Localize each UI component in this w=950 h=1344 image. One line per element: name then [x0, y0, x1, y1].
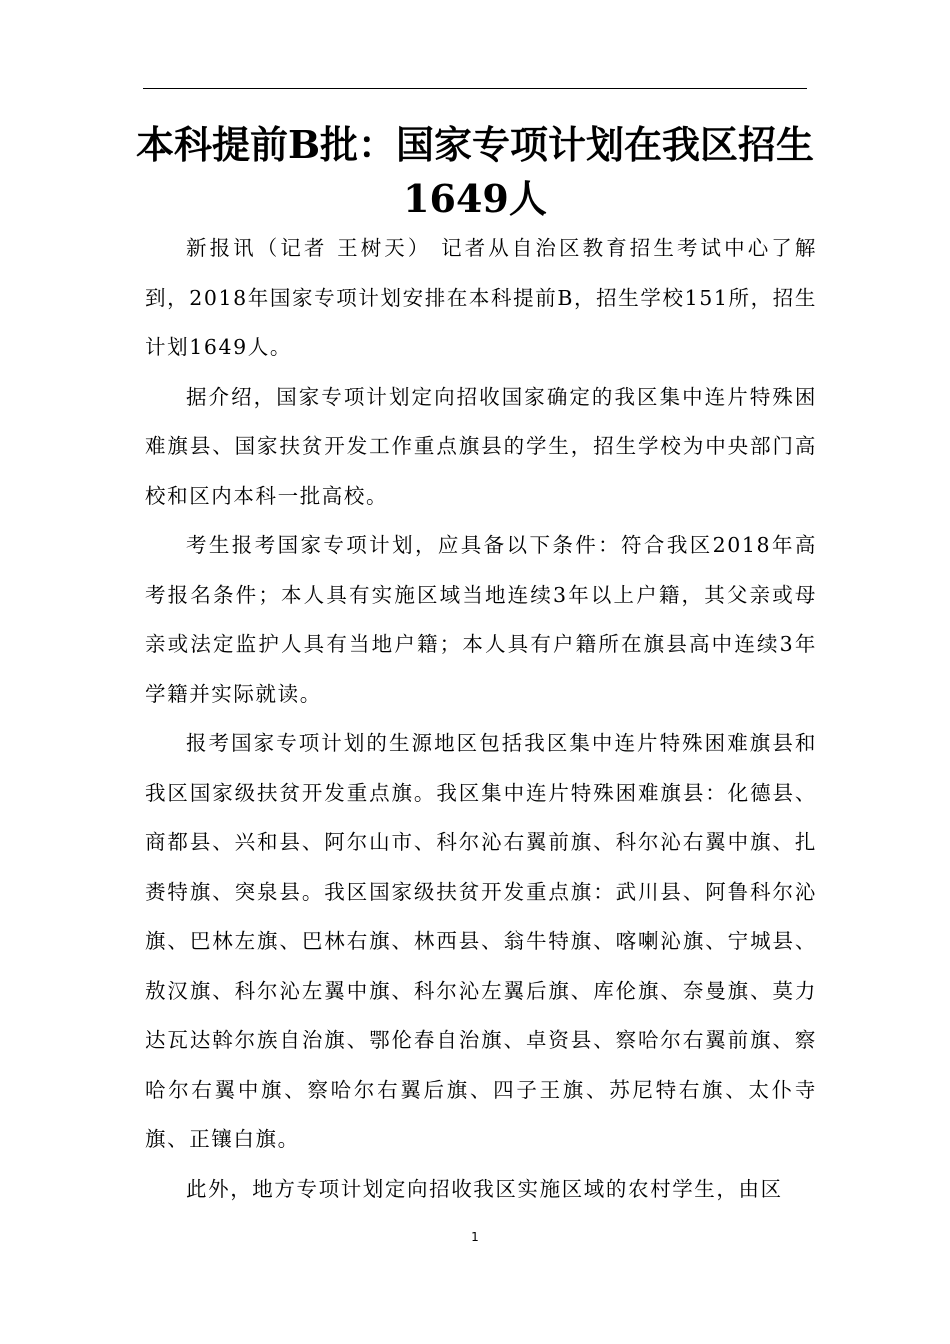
- paragraph-2: 据介绍，国家专项计划定向招收国家确定的我区集中连片特殊困难旗县、国家扶贫开发工作重点旗县的学生，招生学校为中央部门高校和区内本科一批高校。: [145, 384, 817, 508]
- paragraph-3: 考生报考国家专项计划，应具备以下条件：符合我区2018年高考报名条件；本人具有实施区域当地连续3年以上户籍，其父亲或母亲或法定监护人具有当地户籍；本人具有户籍所在旗县高中连续3年学籍并实际就读。: [145, 533, 817, 706]
- article-title: [120, 118, 830, 226]
- title-line-1: 本科提前B批：国家专项计划在我区招生: [135, 122, 815, 167]
- paragraph-5: 此外，地方专项计划定向招收我区实施区域的农村学生，由区: [186, 1176, 783, 1201]
- article-body: [145, 224, 817, 1214]
- header-rule: [143, 88, 807, 89]
- paragraph-1: 新报讯（记者 王树天） 记者从自治区教育招生考试中心了解到，2018年国家专项计划安排在本科提前B，招生学校151所，招生计划1649人。: [145, 236, 817, 359]
- paragraph-4: 报考国家专项计划的生源地区包括我区集中连片特殊困难旗县和我区国家级扶贫开发重点旗。我区集中连片特殊困难旗县：化德县、商都县、兴和县、阿尔山市、科尔沁右翼前旗、科尔沁右翼中旗、扎赉特旗、突泉县。我区国家级扶贫开发重点旗：武川县、阿鲁科尔沁旗、巴林左旗、巴林右旗、林西县、翁牛特旗、喀喇沁旗、宁城县、敖汉旗、科尔沁左翼中旗、科尔沁左翼后旗、库伦旗、奈曼旗、莫力达瓦达斡尔族自治旗、鄂伦春自治旗、卓资县、察哈尔右翼前旗、察哈尔右翼中旗、察哈尔右翼后旗、四子王旗、苏尼特右旗、太仆寺旗、正镶白旗。: [145, 731, 817, 1151]
- title-line-2: 1649人: [403, 176, 547, 221]
- page-number: 1: [471, 1230, 479, 1244]
